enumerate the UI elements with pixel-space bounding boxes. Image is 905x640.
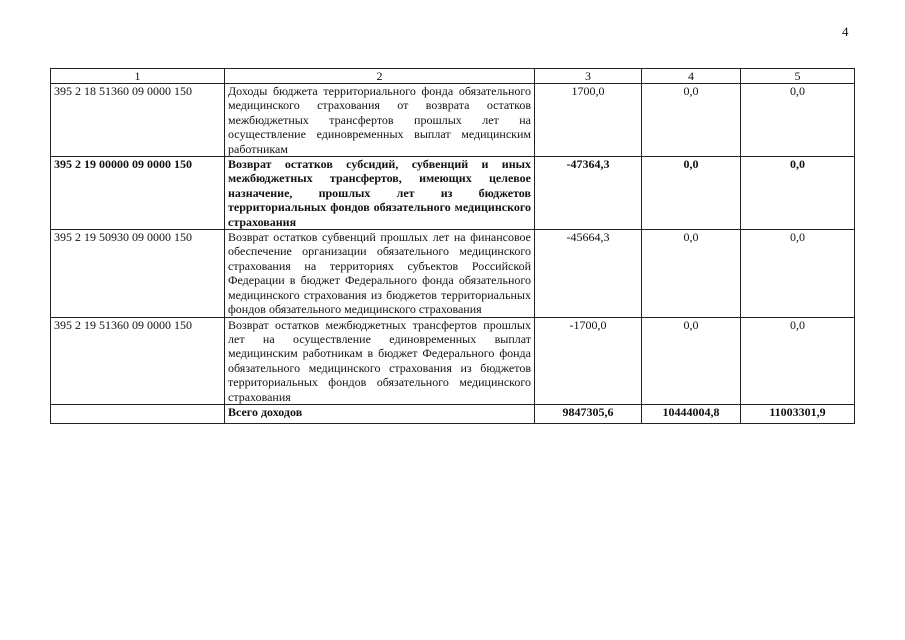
total-col5-cell: 11003301,9 — [741, 404, 855, 423]
table-header-row — [51, 69, 855, 84]
column-header-2: 2 — [225, 69, 535, 84]
value-col4-cell: 0,0 — [642, 230, 741, 317]
page-number: 4 — [842, 24, 849, 39]
value-col4-cell: 0,0 — [642, 157, 741, 230]
budget-code-cell: 395 2 19 50930 09 0000 150 — [51, 230, 225, 317]
value-col3-cell: -1700,0 — [535, 317, 642, 404]
value-col5-cell: 0,0 — [741, 317, 855, 404]
table-row — [51, 317, 855, 404]
column-header-5: 5 — [741, 69, 855, 84]
value-col5-cell: 0,0 — [741, 84, 855, 157]
table-row — [51, 230, 855, 317]
table-row — [51, 157, 855, 230]
table-row — [51, 84, 855, 157]
value-col5-cell: 0,0 — [741, 230, 855, 317]
budget-revenue-table — [50, 68, 855, 424]
budget-code-cell: 395 2 19 00000 09 0000 150 — [51, 157, 225, 230]
total-row — [51, 404, 855, 423]
value-col3-cell: -45664,3 — [535, 230, 642, 317]
description-cell: Доходы бюджета территориального фонда обязательного медицинского страхования от возврата остатков межбюджетных трансфертов прошлых лет на осуществление единовременных выплат медицинским работникам — [225, 84, 535, 157]
total-col4-cell: 10444004,8 — [642, 404, 741, 423]
value-col5-cell: 0,0 — [741, 157, 855, 230]
column-header-1: 1 — [51, 69, 225, 84]
column-header-4: 4 — [642, 69, 741, 84]
total-code-cell — [51, 404, 225, 423]
description-cell: Возврат остатков субвенций прошлых лет на финансовое обеспечение организации обязательного медицинского страхования на территориях субъектов Российской Федерации в бюджет Федерального фонда обязательного медицинского страхования из бюджетов территориальных фондов обязательного медицинского страхования — [225, 230, 535, 317]
value-col3-cell: -47364,3 — [535, 157, 642, 230]
budget-code-cell: 395 2 18 51360 09 0000 150 — [51, 84, 225, 157]
value-col4-cell: 0,0 — [642, 317, 741, 404]
value-col4-cell: 0,0 — [642, 84, 741, 157]
total-label-cell: Всего доходов — [225, 404, 535, 423]
description-cell: Возврат остатков межбюджетных трансфертов прошлых лет на осуществление единовременных выплат медицинским работникам в бюджет Федерального фонда обязательного медицинского страхования из бюджетов территориальных фондов обязательного медицинского страхования — [225, 317, 535, 404]
value-col3-cell: 1700,0 — [535, 84, 642, 157]
column-header-3: 3 — [535, 69, 642, 84]
total-col3-cell: 9847305,6 — [535, 404, 642, 423]
budget-code-cell: 395 2 19 51360 09 0000 150 — [51, 317, 225, 404]
description-cell: Возврат остатков субсидий, субвенций и иных межбюджетных трансфертов, имеющих целевое назначение, прошлых лет из бюджетов территориальных фондов обязательного медицинского страхования — [225, 157, 535, 230]
